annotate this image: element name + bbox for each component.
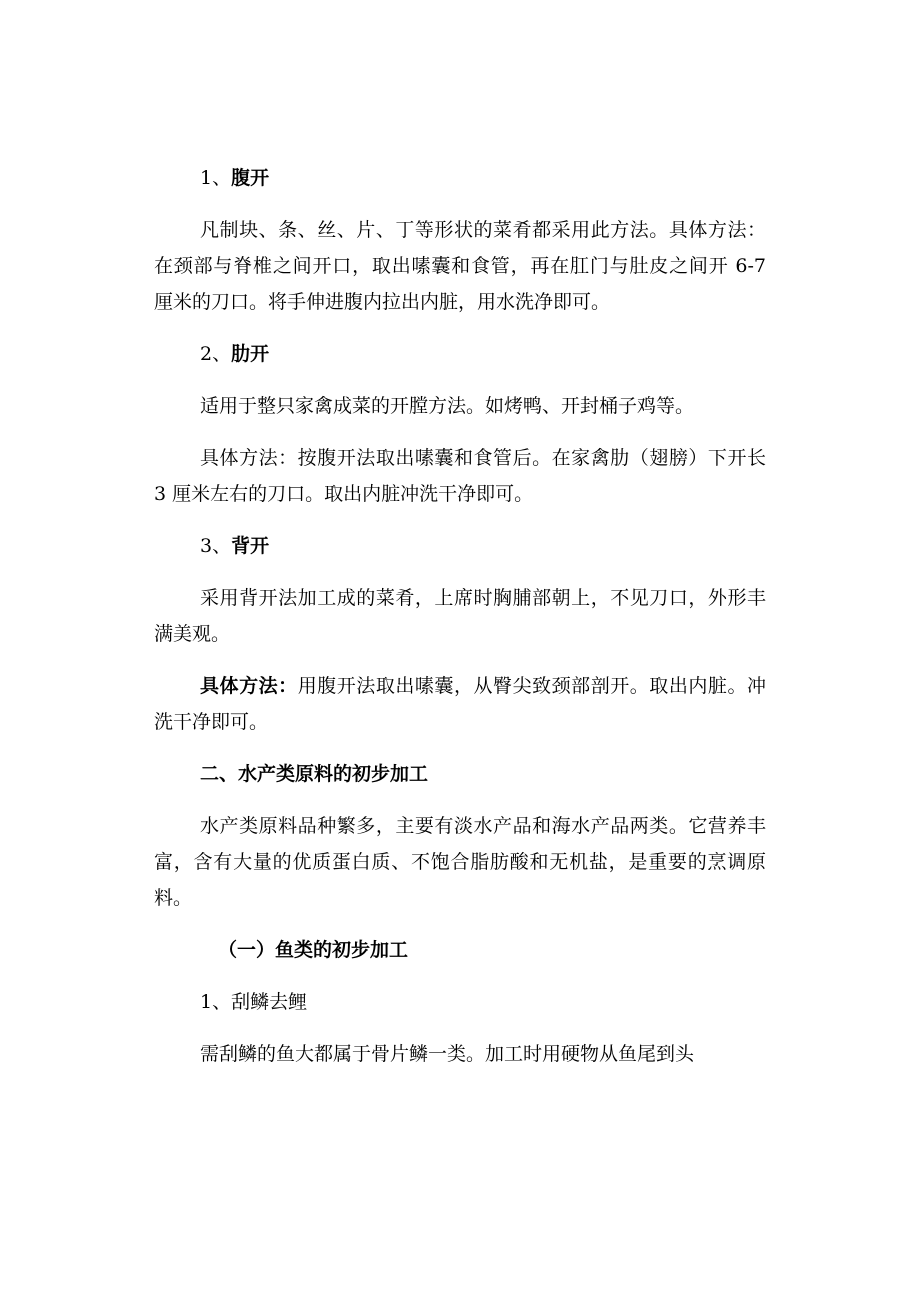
paragraph-beikai-2-text: 用腹开法取出嗉囊，从臀尖致颈部剖开。取出内脏。冲洗干净即可。 xyxy=(154,675,766,733)
paragraph-fukai: 凡制块、条、丝、片、丁等形状的菜肴都采用此方法。具体方法：在颈部与脊椎之间开口，取出嗉囊和食管，再在肛门与肚皮之间开 6-7 厘米的刀口。将手伸进腹内拉出内脏，用水洗净即可。 xyxy=(154,219,773,313)
heading-gualin: 1、刮鳞去鲤 xyxy=(200,991,308,1013)
paragraph-shuichan: 水产类原料品种繁多，主要有淡水产品和海水产品两类。它营养丰富，含有大量的优质蛋白质、不饱合脂肪酸和无机盐，是重要的烹调原料。 xyxy=(154,815,766,909)
paragraph-beikai-2-label: 具体方法： xyxy=(200,675,298,697)
heading-fukai-text: 腹开 xyxy=(231,167,270,189)
heading-fukai xyxy=(154,160,766,196)
document-page xyxy=(154,160,773,1072)
paragraph-beikai-1: 采用背开法加工成的菜肴，上席时胸脯部朝上，不见刀口，外形丰满美观。 xyxy=(154,587,766,645)
paragraph-beikai-2 xyxy=(154,668,766,740)
heading-beikai xyxy=(154,528,766,564)
paragraph-lekai-2: 具体方法：按腹开法取出嗉囊和食管后。在家禽肋（翅膀）下开长 3 厘米左右的刀口。取出内脏冲洗干净即可。 xyxy=(154,447,773,505)
heading-lekai-num: 2、 xyxy=(200,343,232,365)
heading-lekai xyxy=(154,336,766,372)
paragraph-gualin: 需刮鳞的鱼大都属于骨片鳞一类。加工时用硬物从鱼尾到头 xyxy=(200,1043,695,1065)
heading-beikai-text: 背开 xyxy=(231,535,270,557)
heading-lekai-text: 肋开 xyxy=(231,343,270,365)
heading-yulei: （一）鱼类的初步加工 xyxy=(218,939,409,961)
heading-shuichan: 二、水产类原料的初步加工 xyxy=(200,763,429,785)
paragraph-lekai-1: 适用于整只家禽成菜的开膛方法。如烤鸭、开封桶子鸡等。 xyxy=(200,395,695,417)
heading-fukai-num: 1、 xyxy=(200,167,232,189)
heading-beikai-num: 3、 xyxy=(200,535,232,557)
